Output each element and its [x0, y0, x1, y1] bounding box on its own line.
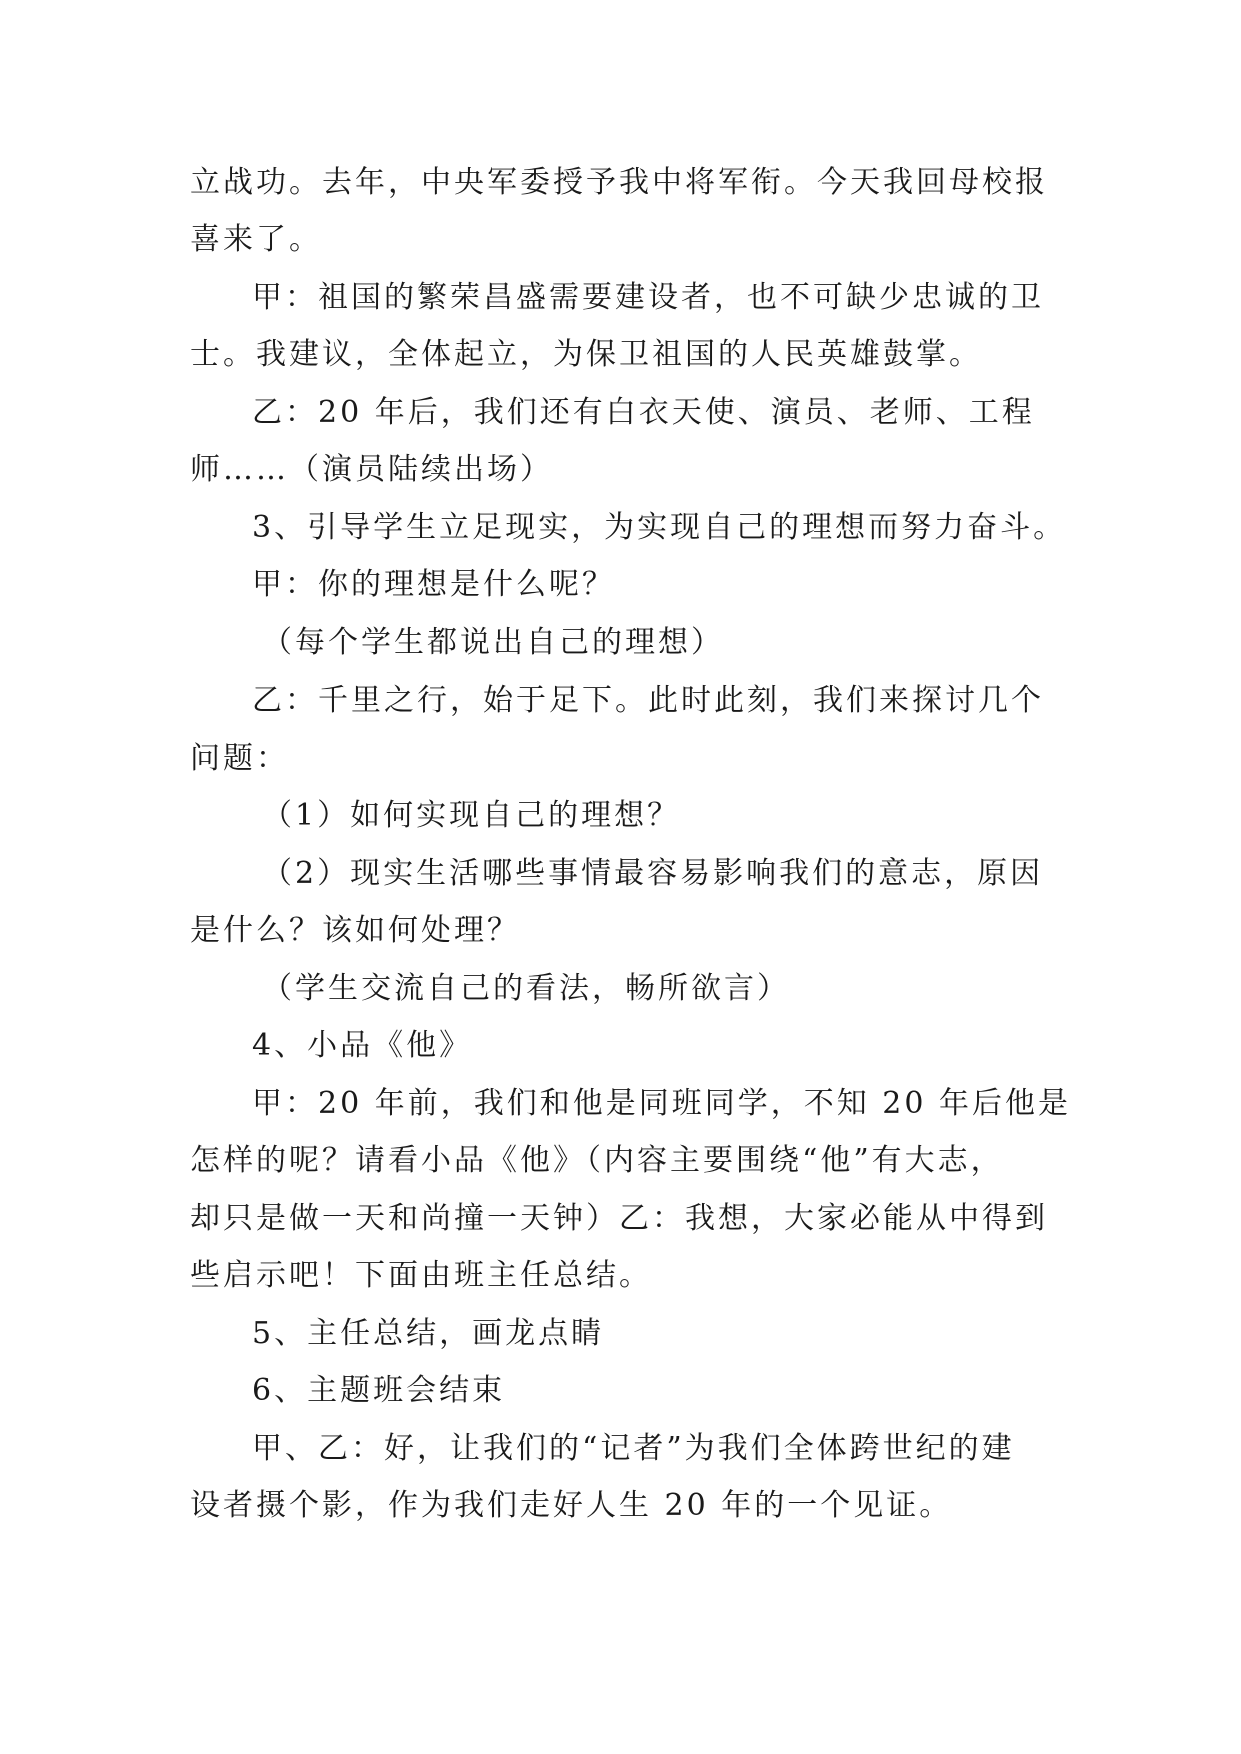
paragraph-line-19: 却只是做一天和尚撞一天钟）乙：我想，大家必能从中得到 [190, 1201, 1048, 1236]
paragraph-line-6: 师……（演员陆续出场） [190, 452, 553, 487]
paragraph-line-7: 3、引导学生立足现实，为实现自己的理想而努力奋斗。 [252, 510, 1067, 545]
paragraph-line-5: 乙：20 年后，我们还有白衣天使、演员、老师、工程 [252, 395, 1035, 430]
paragraph-line-14: 是什么？该如何处理？ [190, 913, 520, 948]
paragraph-line-8: 甲：你的理想是什么呢？ [252, 567, 615, 602]
paragraph-line-13: （2）现实生活哪些事情最容易影响我们的意志，原因 [262, 856, 1044, 891]
paragraph-line-22: 6、主题班会结束 [252, 1373, 506, 1408]
paragraph-line-16: 4、小品《他》 [252, 1028, 473, 1063]
paragraph-line-18: 怎样的呢？请看小品《他》（内容主要围绕“他”有大志， [190, 1143, 1004, 1178]
paragraph-line-9: （每个学生都说出自己的理想） [262, 625, 724, 660]
paragraph-line-24: 设者摄个影，作为我们走好人生 20 年的一个见证。 [190, 1488, 953, 1523]
paragraph-line-11: 问题： [190, 741, 289, 776]
paragraph-line-3: 甲：祖国的繁荣昌盛需要建设者，也不可缺少忠诚的卫 [252, 280, 1044, 315]
paragraph-line-10: 乙：千里之行，始于足下。此时此刻，我们来探讨几个 [252, 683, 1044, 718]
paragraph-line-15: （学生交流自己的看法，畅所欲言） [262, 971, 790, 1006]
paragraph-line-20: 些启示吧！下面由班主任总结。 [190, 1258, 652, 1293]
paragraph-line-21: 5、主任总结，画龙点睛 [252, 1316, 605, 1351]
paragraph-line-2: 喜来了。 [190, 222, 322, 257]
paragraph-line-1: 立战功。去年，中央军委授予我中将军衔。今天我回母校报 [190, 165, 1048, 200]
paragraph-line-4: 士。我建议，全体起立，为保卫祖国的人民英雄鼓掌。 [190, 337, 982, 372]
paragraph-line-17: 甲：20 年前，我们和他是同班同学，不知 20 年后他是 [252, 1086, 1071, 1121]
paragraph-line-12: （1）如何实现自己的理想？ [262, 798, 681, 833]
paragraph-line-23: 甲、乙：好，让我们的“记者”为我们全体跨世纪的建 [252, 1431, 1015, 1466]
